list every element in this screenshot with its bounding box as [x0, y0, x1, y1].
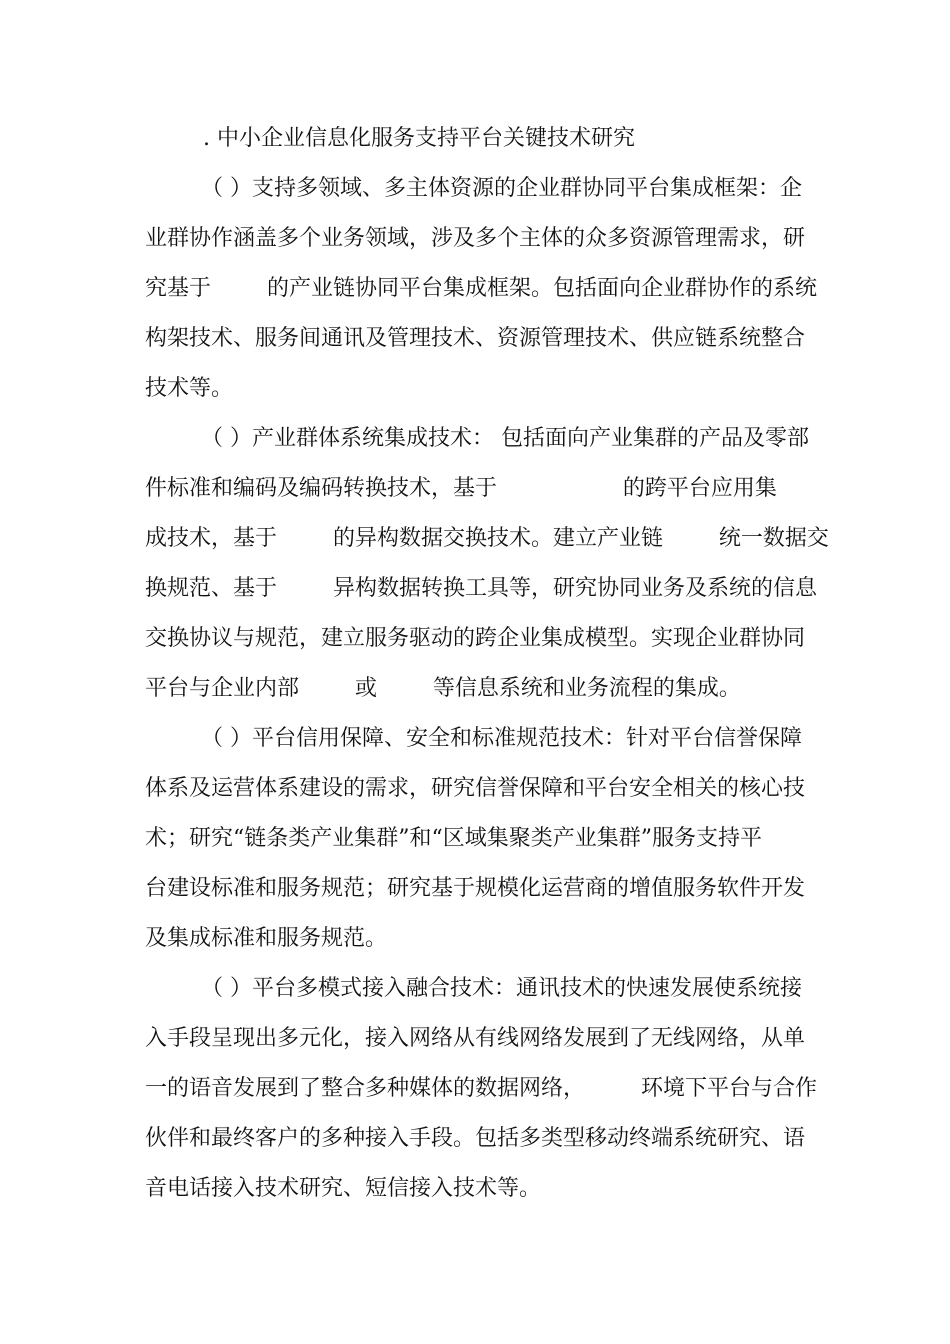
paragraph-1-line-4: 构架技术、服务间通讯及管理技术、资源管理技术、供应链系统整合 — [145, 326, 806, 351]
paragraph-1-line-5: 技术等。 — [145, 376, 234, 401]
paragraph-2-line-5: 交换协议与规范，建立服务驱动的跨企业集成模型。实现企业群协同 — [145, 626, 806, 651]
section-heading: . 中小企业信息化服务支持平台关键技术研究 — [203, 126, 635, 151]
paragraph-2-line-1: （ ）产业群体系统集成技术： 包括面向产业集群的产品及零部 — [201, 426, 809, 451]
paragraph-4-line-2: 入手段呈现出多元化，接入网络从有线网络发展到了无线网络，从单 — [145, 1026, 806, 1051]
paragraph-2-line-3: 成技术，基于 的异构数据交换技术。建立产业链 统一数据交 — [145, 526, 829, 551]
paragraph-1-line-2: 业群协作涵盖多个业务领域，涉及多个主体的众多资源管理需求，研 — [145, 226, 806, 251]
paragraph-2-line-4: 换规范、基于 异构数据转换工具等，研究协同业务及系统的信息 — [145, 576, 817, 601]
paragraph-1-line-1: （ ）支持多领域、多主体资源的企业群协同平台集成框架：企 — [201, 176, 802, 201]
paragraph-4-line-1: （ ）平台多模式接入融合技术：通讯技术的快速发展使系统接 — [201, 976, 802, 1001]
paragraph-4-line-3: 一的语音发展到了整合多种媒体的数据网络， 环境下平台与合作 — [145, 1076, 817, 1101]
paragraph-3-line-4: 台建设标准和服务规范；研究基于规模化运营商的增值服务软件开发 — [145, 876, 806, 901]
paragraph-3-line-1: （ ）平台信用保障、安全和标准规范技术：针对平台信誉保障 — [201, 726, 802, 751]
paragraph-2-line-6: 平台与企业内部 或 等信息系统和业务流程的集成。 — [145, 676, 741, 701]
paragraph-1-line-3: 究基于 的产业链协同平台集成框架。包括面向企业群协作的系统 — [145, 276, 817, 301]
paragraph-3-line-3: 术；研究“链条类产业集群”和“区域集聚类产业集群”服务支持平 — [145, 826, 762, 851]
paragraph-3-line-2: 体系及运营体系建设的需求，研究信誉保障和平台安全相关的核心技 — [145, 776, 806, 801]
paragraph-4-line-4: 伙伴和最终客户的多种接入手段。包括多类型移动终端系统研究、语 — [145, 1126, 806, 1151]
paragraph-3-line-5: 及集成标准和服务规范。 — [145, 926, 388, 951]
paragraph-2-line-2: 件标准和编码及编码转换技术，基于 的跨平台应用集 — [145, 476, 777, 501]
paragraph-4-line-5: 音电话接入技术研究、短信接入技术等。 — [145, 1176, 542, 1201]
